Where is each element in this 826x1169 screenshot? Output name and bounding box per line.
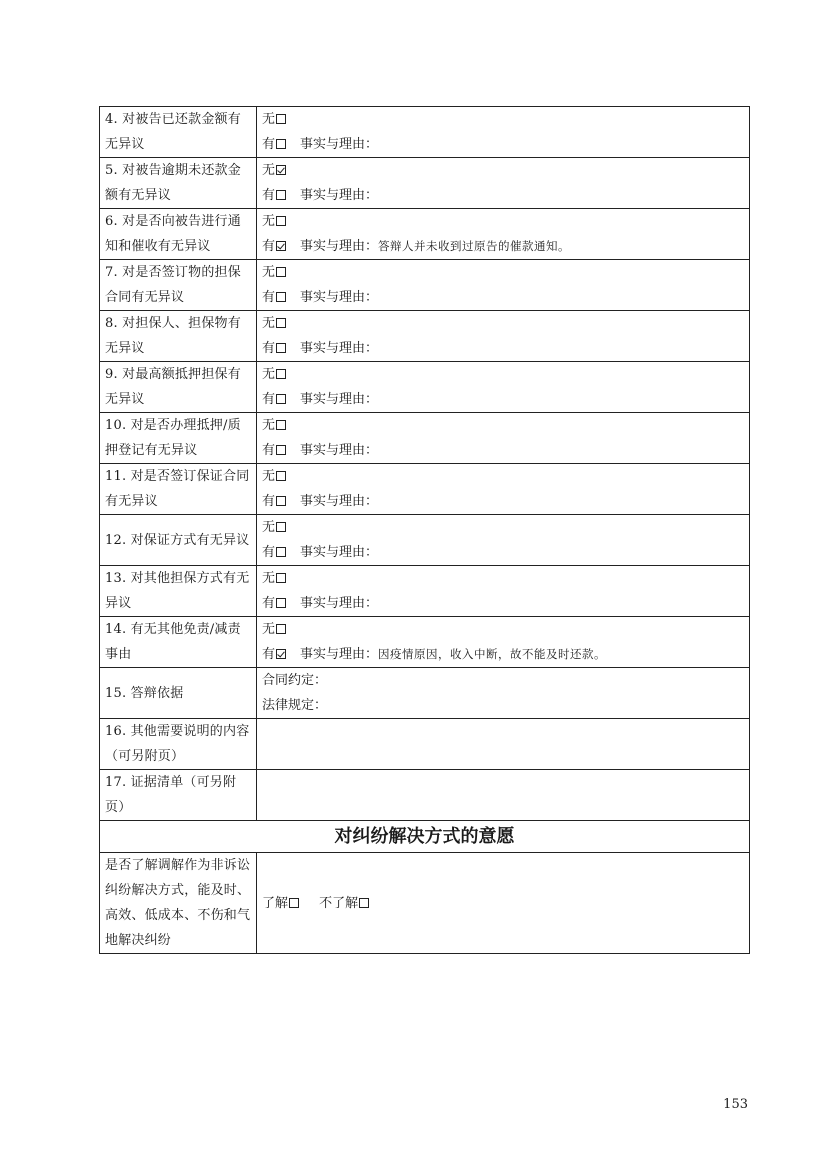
answer-cell [257,515,750,566]
yes-checkbox[interactable] [276,139,286,149]
option-yes[interactable] [262,540,744,565]
not-understand-option[interactable] [319,896,369,911]
reason-text[interactable]: 答辩人并未收到过原告的催款通知。 [378,239,571,253]
option-no-label: 无 [262,367,276,382]
option-yes-label: 有 [262,239,276,254]
no-checkbox[interactable] [276,624,286,634]
question-label: 10. 对是否办理抵押/质押登记有无异议 [100,413,257,464]
option-yes-label: 有 [262,545,276,560]
yes-checkbox[interactable] [276,598,286,608]
answer-cell [257,107,750,158]
no-checkbox[interactable] [276,471,286,481]
basis-law-label: 法律规定： [262,698,328,713]
question-label: 13. 对其他担保方式有无异议 [100,566,257,617]
no-checkbox[interactable] [276,165,286,175]
evidence-answer-field[interactable] [257,770,750,821]
not-understand-label: 不了解 [319,895,359,911]
reason-label: 事实与理由： [300,494,379,509]
question-label: 5. 对被告逾期未还款金额有无异议 [100,158,257,209]
option-no-label: 无 [262,571,276,586]
option-yes[interactable] [262,132,744,157]
understand-checkbox[interactable] [289,898,299,908]
objection-row [100,311,750,362]
option-no-label: 无 [262,418,276,433]
option-no[interactable] [262,107,744,132]
evidence-row [100,770,750,821]
reason-label: 事实与理由： [300,239,379,254]
yes-checkbox[interactable] [276,496,286,506]
question-label: 14. 有无其他免责/减责事由 [100,617,257,668]
no-checkbox[interactable] [276,573,286,583]
objection-row [100,209,750,260]
objection-row [100,158,750,209]
answer-cell [257,464,750,515]
option-yes-label: 有 [262,392,276,407]
no-checkbox[interactable] [276,216,286,226]
no-checkbox[interactable] [276,369,286,379]
objection-rows [100,107,750,668]
reason-label: 事实与理由： [300,545,379,560]
answer-cell [257,158,750,209]
objection-row [100,413,750,464]
question-label: 7. 对是否签订物的担保合同有无异议 [100,260,257,311]
page-number: 153 [723,1097,748,1112]
option-yes-label: 有 [262,596,276,611]
objection-row [100,260,750,311]
yes-checkbox[interactable] [276,394,286,404]
basis-contract-label: 合同约定： [262,673,328,688]
answer-cell [257,260,750,311]
option-no-label: 无 [262,316,276,331]
no-checkbox[interactable] [276,420,286,430]
reason-label: 事实与理由： [300,188,379,203]
yes-checkbox[interactable] [276,445,286,455]
option-no-label: 无 [262,265,276,280]
answer-cell [257,413,750,464]
reason-label: 事实与理由： [300,596,379,611]
question-label: 6. 对是否向被告进行通知和催收有无异议 [100,209,257,260]
option-yes-label: 有 [262,647,276,662]
option-no[interactable] [262,515,744,540]
yes-checkbox[interactable] [276,649,286,659]
yes-checkbox[interactable] [276,343,286,353]
understand-label: 了解 [262,895,289,911]
answer-cell [257,617,750,668]
option-yes-label: 有 [262,290,276,305]
option-no[interactable] [262,566,744,591]
option-yes[interactable] [262,387,744,412]
option-yes[interactable] [262,591,744,616]
yes-checkbox[interactable] [276,547,286,557]
answer-cell [257,362,750,413]
no-checkbox[interactable] [276,267,286,277]
objection-row [100,464,750,515]
reason-label: 事实与理由： [300,341,379,356]
objection-row [100,362,750,413]
objection-row [100,566,750,617]
section-title: 对纠纷解决方式的意愿 [100,821,750,853]
reason-label: 事实与理由： [300,443,379,458]
basis-question: 15. 答辩依据 [100,668,257,719]
option-yes[interactable] [262,183,744,208]
defense-form-table [99,106,750,954]
no-checkbox[interactable] [276,114,286,124]
reason-label: 事实与理由： [300,137,379,152]
understand-option[interactable] [262,896,299,911]
question-label: 4. 对被告已还款金额有无异议 [100,107,257,158]
not-understand-checkbox[interactable] [359,898,369,908]
no-checkbox[interactable] [276,522,286,532]
reason-label: 事实与理由： [300,647,379,662]
objection-row [100,107,750,158]
yes-checkbox[interactable] [276,241,286,251]
answer-cell [257,311,750,362]
other-row [100,719,750,770]
question-label: 12. 对保证方式有无异议 [100,515,257,566]
option-no[interactable] [262,617,744,642]
option-yes-label: 有 [262,137,276,152]
evidence-question: 17. 证据清单（可另附页） [100,770,257,821]
answer-cell [257,566,750,617]
option-yes[interactable] [262,489,744,514]
option-no-label: 无 [262,163,276,178]
mediation-row [100,853,750,954]
yes-checkbox[interactable] [276,292,286,302]
option-no[interactable] [262,362,744,387]
option-no-label: 无 [262,214,276,229]
option-yes-label: 有 [262,341,276,356]
option-yes-label: 有 [262,494,276,509]
other-question: 16. 其他需要说明的内容（可另附页） [100,719,257,770]
option-yes[interactable] [262,234,744,259]
option-no[interactable] [262,260,744,285]
question-label: 11. 对是否签订保证合同有无异议 [100,464,257,515]
option-no[interactable] [262,311,744,336]
other-answer-field[interactable] [257,719,750,770]
option-no-label: 无 [262,520,276,535]
option-yes-label: 有 [262,443,276,458]
answer-cell [257,209,750,260]
yes-checkbox[interactable] [276,190,286,200]
option-yes-label: 有 [262,188,276,203]
option-no-label: 无 [262,622,276,637]
reason-label: 事实与理由： [300,392,379,407]
option-no[interactable] [262,413,744,438]
question-label: 8. 对担保人、担保物有无异议 [100,311,257,362]
objection-row [100,515,750,566]
option-yes[interactable] [262,642,744,667]
mediation-question: 是否了解调解作为非诉讼纠纷解决方式，能及时、高效、低成本、不伤和气地解决纠纷 [100,853,257,954]
objection-row [100,617,750,668]
no-checkbox[interactable] [276,318,286,328]
option-yes[interactable] [262,438,744,463]
reason-label: 事实与理由： [300,290,379,305]
option-no-label: 无 [262,469,276,484]
section-title-row [100,821,750,853]
option-yes[interactable] [262,285,744,310]
basis-row [100,668,750,719]
option-yes[interactable] [262,336,744,361]
option-no-label: 无 [262,112,276,127]
question-label: 9. 对最高额抵押担保有无异议 [100,362,257,413]
option-no[interactable] [262,158,744,183]
reason-text[interactable]: 因疫情原因，收入中断，故不能及时还款。 [378,647,607,661]
option-no[interactable] [262,464,744,489]
option-no[interactable] [262,209,744,234]
